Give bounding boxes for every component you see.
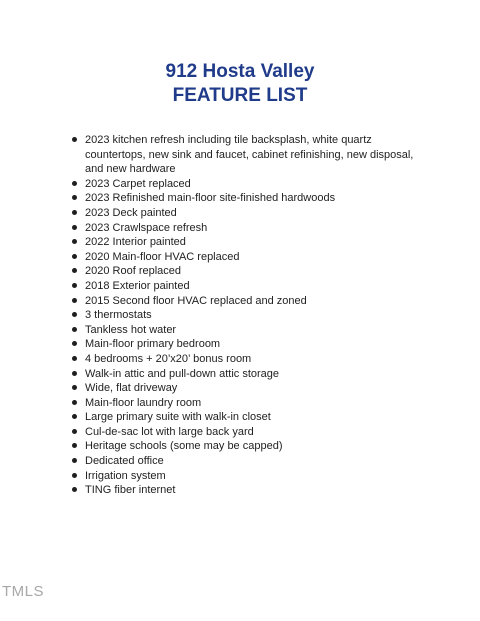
bullet-icon (72, 473, 77, 478)
bullet-icon (72, 137, 77, 142)
list-item-text: Wide, flat driveway (85, 382, 178, 395)
mls-watermark: TMLS (2, 583, 45, 600)
feature-list (70, 133, 430, 498)
list-item-text: 2015 Second floor HVAC replaced and zoned (85, 294, 307, 307)
list-item-text: 2023 Crawlspace refresh (85, 221, 208, 234)
list-item (70, 250, 430, 265)
bullet-icon (72, 371, 77, 376)
list-item (70, 221, 430, 236)
list-item-text: 2022 Interior painted (85, 236, 186, 249)
list-item (70, 206, 430, 221)
list-item (70, 396, 430, 411)
list-item (70, 367, 430, 382)
list-item-text: Main-floor primary bedroom (85, 338, 221, 351)
bullet-icon (72, 210, 77, 215)
list-item-text: TING fiber internet (85, 484, 176, 497)
list-item-text: 2023 Deck painted (85, 206, 177, 219)
bullet-icon (72, 429, 77, 434)
list-item (70, 308, 430, 323)
feature-list-heading: FEATURE LIST (172, 85, 308, 106)
list-item (70, 454, 430, 469)
list-item (70, 410, 430, 425)
list-item-text: Cul-de-sac lot with large back yard (85, 425, 254, 438)
bullet-icon (72, 181, 77, 186)
list-item-text: 2020 Main-floor HVAC replaced (85, 250, 240, 263)
list-item (70, 483, 430, 498)
bullet-icon (72, 195, 77, 200)
list-item-text: Large primary suite with walk-in closet (85, 411, 271, 424)
bullet-icon (72, 458, 77, 463)
bullet-icon (72, 312, 77, 317)
list-item (70, 381, 430, 396)
list-item (70, 177, 430, 192)
bullet-icon (72, 443, 77, 448)
bullet-icon (72, 268, 77, 273)
list-item-text: 4 bedrooms + 20’x20’ bonus room (85, 352, 252, 365)
list-item-text: Walk-in attic and pull-down attic storage (85, 367, 280, 380)
list-item-text: 2023 kitchen refresh including tile backsplash, white quartz countertops, new sink and faucet, cabinet refinishing, new disposal, and new hardware (85, 134, 414, 176)
list-item-text: 2018 Exterior painted (85, 279, 190, 292)
bullet-icon (72, 298, 77, 303)
list-item (70, 264, 430, 279)
bullet-icon (72, 254, 77, 259)
list-item-text: 2023 Carpet replaced (85, 177, 191, 190)
list-item-text: 2020 Roof replaced (85, 265, 182, 278)
list-item (70, 235, 430, 250)
list-item (70, 294, 430, 309)
list-item (70, 191, 430, 206)
list-item-text: Main-floor laundry room (85, 396, 202, 409)
document-title (0, 60, 480, 108)
bullet-icon (72, 487, 77, 492)
list-item-text: Tankless hot water (85, 323, 177, 336)
bullet-icon (72, 239, 77, 244)
bullet-icon (72, 400, 77, 405)
list-item (70, 439, 430, 454)
list-item (70, 133, 430, 177)
property-address-title: 912 Hosta Valley (165, 61, 315, 82)
bullet-icon (72, 225, 77, 230)
bullet-icon (72, 341, 77, 346)
bullet-icon (72, 327, 77, 332)
list-item (70, 337, 430, 352)
list-item-text: Dedicated office (85, 455, 164, 468)
bullet-icon (72, 283, 77, 288)
list-item-text: 3 thermostats (85, 309, 152, 322)
bullet-icon (72, 385, 77, 390)
list-item (70, 323, 430, 338)
list-item (70, 469, 430, 484)
list-item-text: Heritage schools (some may be capped) (85, 440, 283, 453)
list-item-text: 2023 Refinished main-floor site-finished hardwoods (85, 192, 336, 205)
list-item (70, 425, 430, 440)
list-item (70, 279, 430, 294)
list-item-text: Irrigation system (85, 469, 166, 482)
list-item (70, 352, 430, 367)
bullet-icon (72, 356, 77, 361)
bullet-icon (72, 414, 77, 419)
